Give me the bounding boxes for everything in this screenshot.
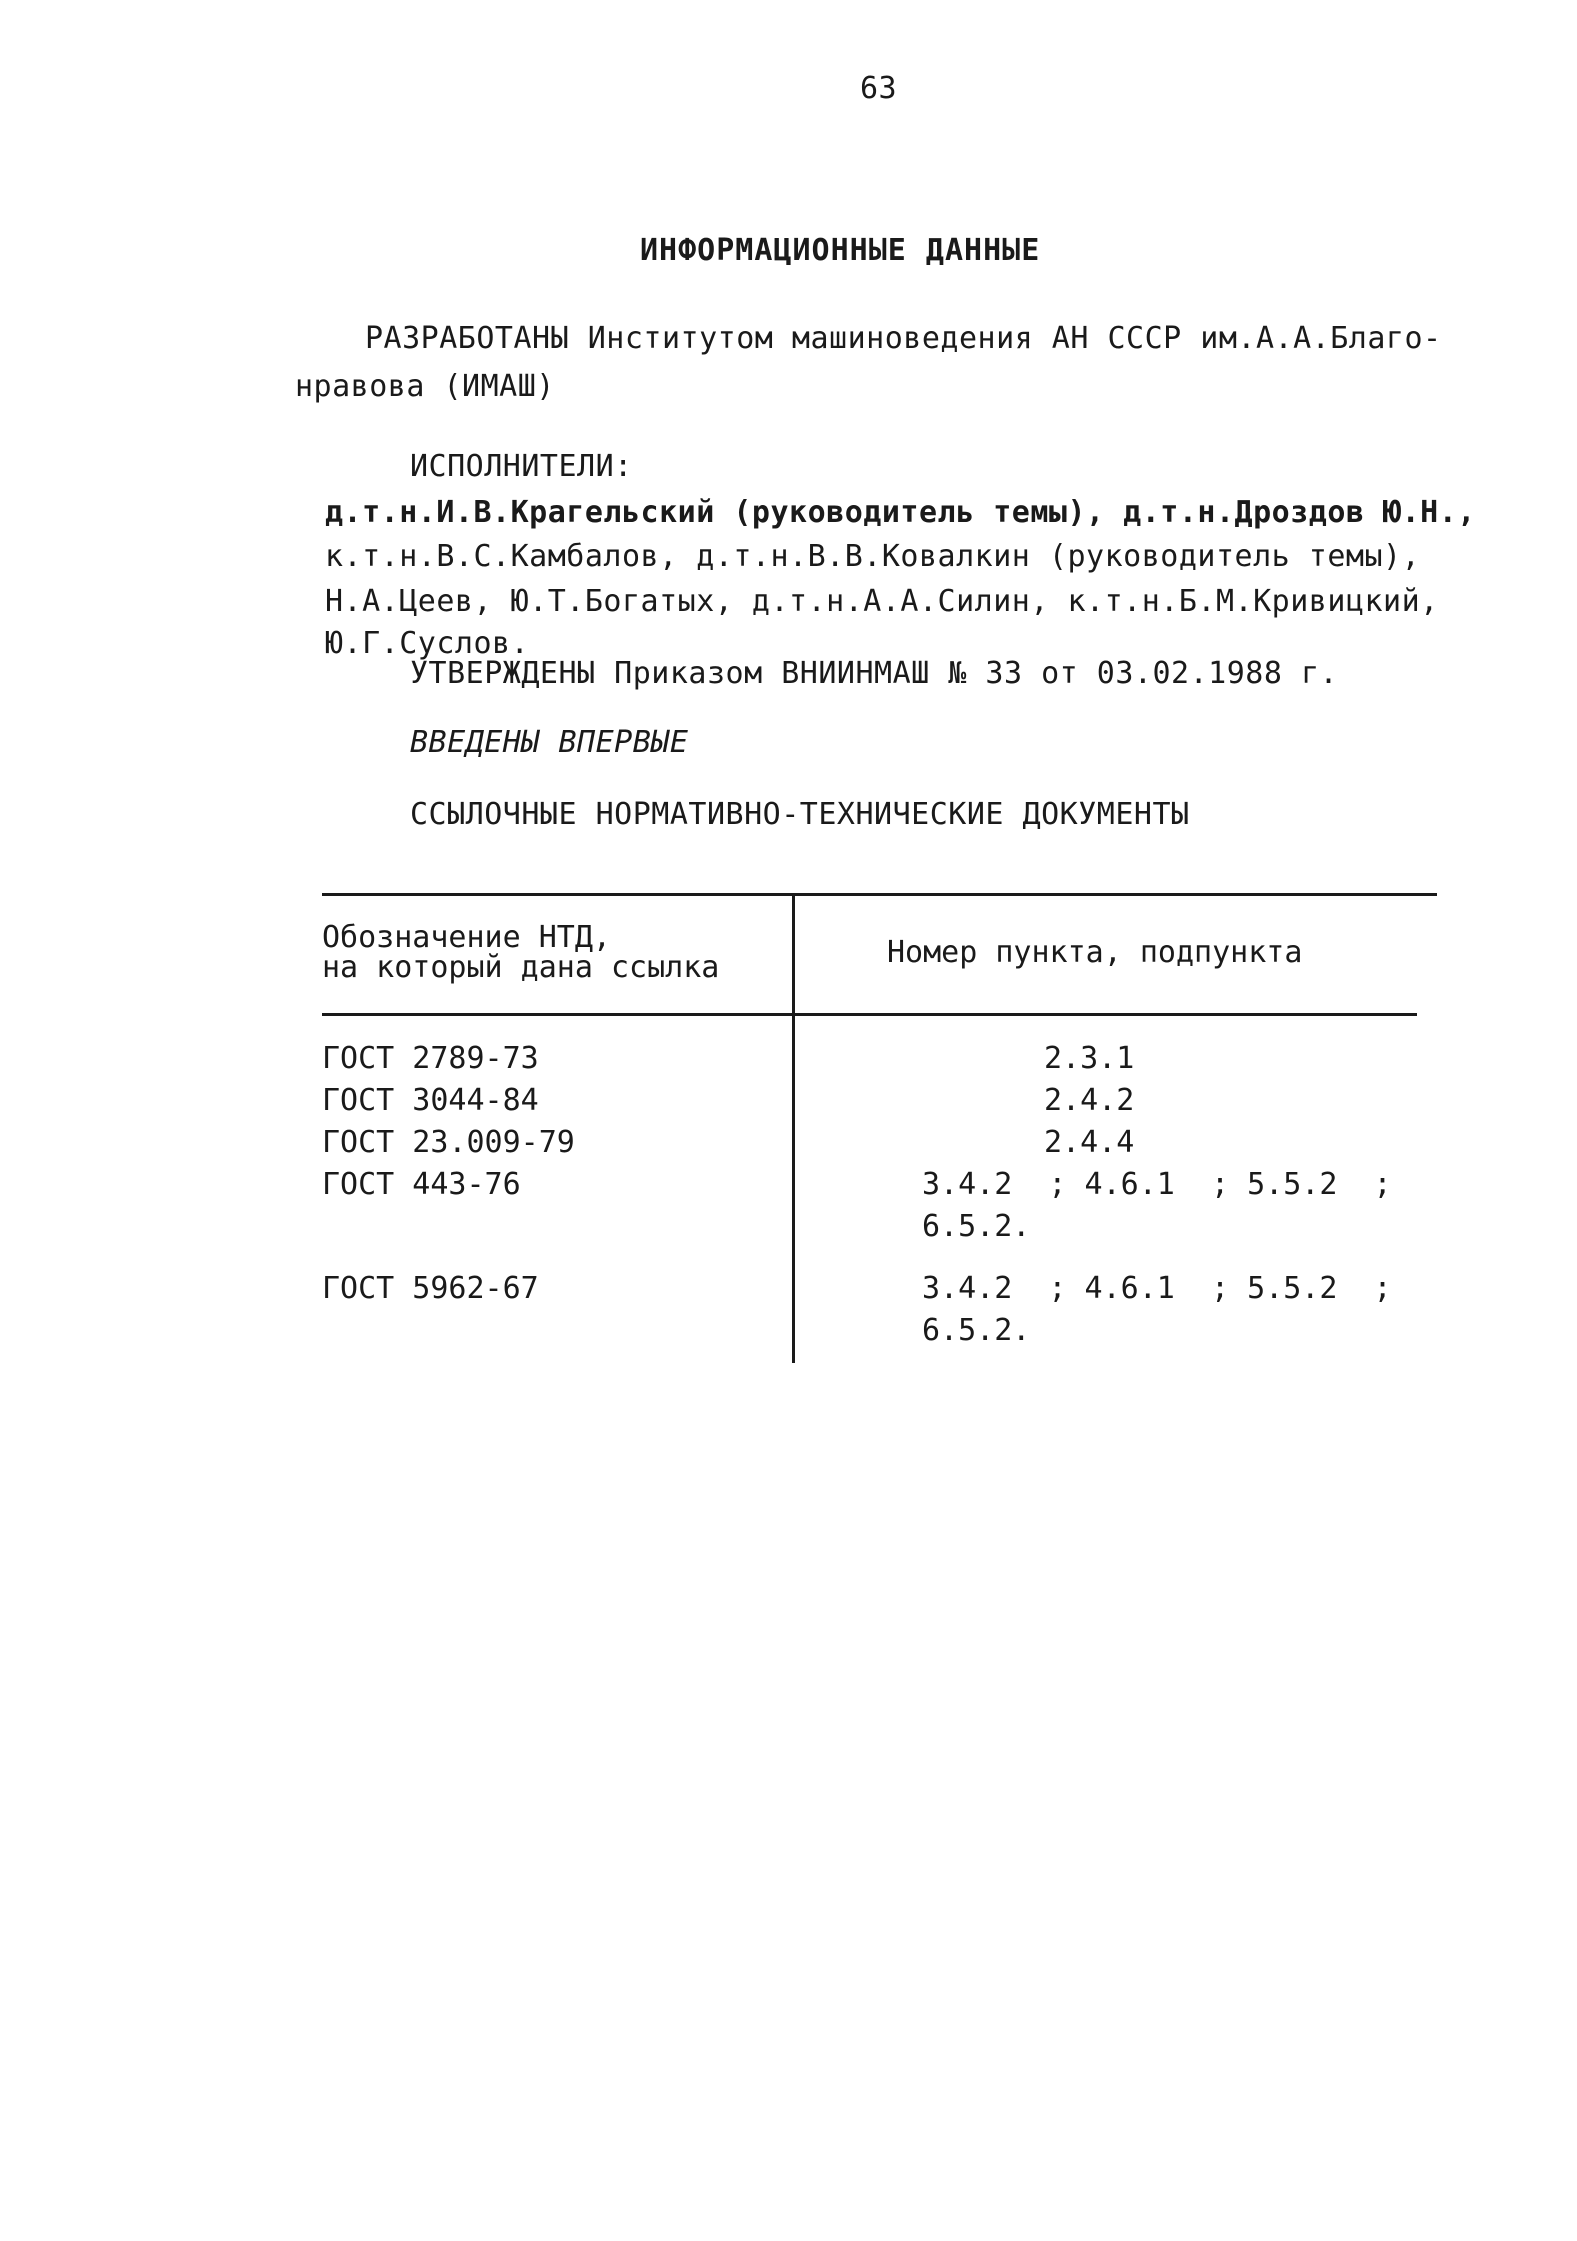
table-cell-doc: ГОСТ 2789-73 bbox=[322, 1041, 539, 1076]
executors-line-1: д.т.н.И.В.Крагельский (руководитель темы), д.т.н.Дроздов Ю.Н., bbox=[325, 495, 1476, 530]
table-cell-doc: ГОСТ 3044-84 bbox=[322, 1083, 539, 1118]
page-number: 63 bbox=[860, 71, 898, 106]
table-cell-items: 2.3.1 bbox=[1044, 1041, 1135, 1076]
table-cell-items: 2.4.2 bbox=[1044, 1083, 1135, 1118]
table-cell-doc: ГОСТ 5962-67 bbox=[322, 1271, 539, 1306]
developed-line-1: РАЗРАБОТАНЫ Институтом машиноведения АН СССР им.А.А.Благо- bbox=[365, 321, 1442, 356]
executors-line-3: Н.А.Цеев, Ю.Т.Богатых, д.т.н.А.А.Силин, к.т.н.Б.М.Кривицкий, bbox=[325, 584, 1439, 619]
header-doc-line-1: Обозначение НТД, bbox=[322, 920, 611, 955]
table-header-items: Номер пункта, подпункта bbox=[887, 935, 1303, 970]
table-cell-doc: ГОСТ 443-76 bbox=[322, 1167, 521, 1202]
reference-table bbox=[322, 893, 1437, 1363]
table-column-divider bbox=[792, 893, 795, 1363]
developed-line-2: нравова (ИМАШ) bbox=[295, 369, 555, 404]
table-cell-items: 3.4.2 ; 4.6.1 ; 5.5.2 ; 6.5.2. bbox=[922, 1271, 1392, 1348]
table-cell-items: 2.4.4 bbox=[1044, 1125, 1135, 1160]
table-header-doc bbox=[322, 920, 720, 985]
table-header-rule bbox=[322, 1013, 1417, 1016]
introduced-line: ВВЕДЕНЫ ВПЕРВЫЕ bbox=[410, 725, 689, 760]
executors-label: ИСПОЛНИТЕЛИ: bbox=[410, 449, 633, 484]
header-doc-line-2: на который дана ссылка bbox=[322, 950, 720, 985]
executors-line-2: к.т.н.В.С.Камбалов, д.т.н.В.В.Ковалкин (руководитель темы), bbox=[325, 539, 1421, 574]
page-title: ИНФОРМАЦИОННЫЕ ДАННЫЕ bbox=[640, 233, 1041, 268]
reference-docs-title: ССЫЛОЧНЫЕ НОРМАТИВНО-ТЕХНИЧЕСКИЕ ДОКУМЕНТЫ bbox=[410, 797, 1190, 832]
table-cell-items: 3.4.2 ; 4.6.1 ; 5.5.2 ; 6.5.2. bbox=[922, 1167, 1392, 1244]
table-top-rule bbox=[322, 893, 1437, 896]
table-cell-doc: ГОСТ 23.009-79 bbox=[322, 1125, 575, 1160]
approved-line: УТВЕРЖДЕНЫ Приказом ВНИИНМАШ № 33 от 03.02.1988 г. bbox=[410, 656, 1339, 691]
executors-line-4: Ю.Г.Суслов. bbox=[325, 626, 530, 661]
